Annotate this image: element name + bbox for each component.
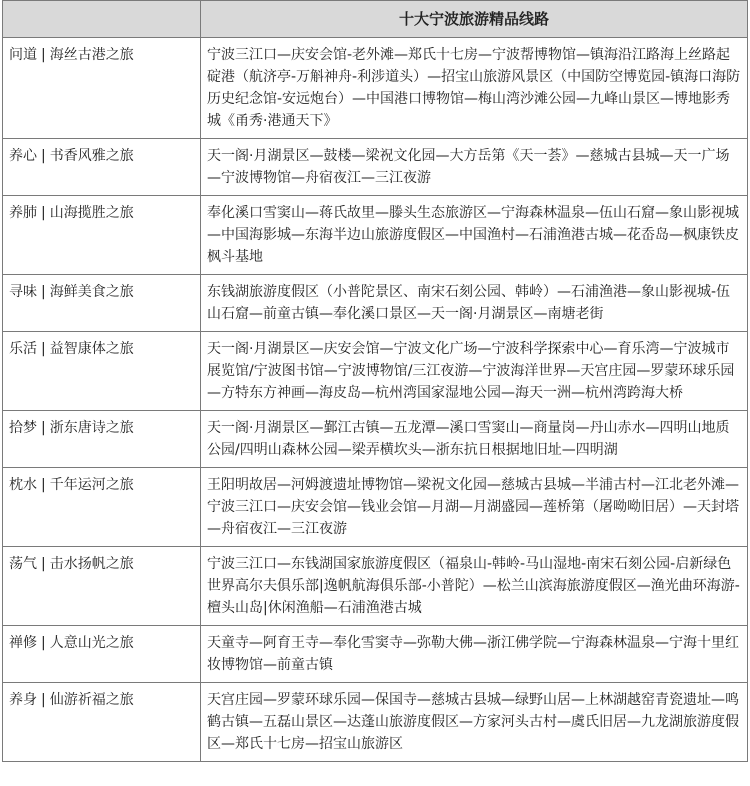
separator: |	[41, 420, 46, 436]
routes-table	[2, 0, 748, 762]
route-theme: 问道	[9, 47, 37, 63]
separator: |	[41, 477, 46, 493]
route-theme: 养身	[9, 692, 37, 708]
route-title: 浙东唐诗之旅	[49, 420, 134, 436]
route-title: 山海揽胜之旅	[49, 205, 134, 221]
separator: |	[41, 47, 46, 63]
route-name-cell	[3, 547, 201, 626]
header-row	[3, 1, 748, 38]
route-name-cell	[3, 411, 201, 468]
separator: |	[41, 692, 46, 708]
separator: |	[41, 284, 46, 300]
route-stops-cell: 奉化溪口雪窦山—蒋氏故里—滕头生态旅游区—宁海森林温泉—伍山石窟—象山影视城—中国海影城—东海半边山旅游度假区—中国渔村—石浦渔港古城—花岙岛—枫康铁皮枫斗基地	[201, 196, 748, 275]
route-stops-cell: 天宫庄园—罗蒙环球乐园—保国寺—慈城古县城—绿野山居—上林湖越窑青瓷遗址—鸣鹤古镇—五磊山景区—达蓬山旅游度假区—方家河头古村—虞氏旧居—九龙湖旅游度假区—郑氏十七房—招宝山旅游区	[201, 683, 748, 762]
route-name-cell	[3, 683, 201, 762]
route-theme: 养心	[9, 148, 37, 164]
route-stops-cell: 天一阁·月湖景区—庆安会馆—宁波文化广场—宁波科学探索中心—育乐湾—宁波城市展览馆/宁波图书馆—宁波博物馆/三江夜游—宁波海洋世界—天宫庄园—罗蒙环球乐园—方特东方神画—海皮岛—杭州湾国家湿地公园—海天一洲—杭州湾跨海大桥	[201, 332, 748, 411]
route-stops-cell: 王阳明故居—河姆渡遗址博物馆—梁祝文化园—慈城古县城—半浦古村—江北老外滩—宁波三江口—庆安会馆—钱业会馆—月湖—月湖盛园—莲桥第（屠呦呦旧居）—天封塔—舟宿夜江—三江夜游	[201, 468, 748, 547]
route-name-cell	[3, 626, 201, 683]
table-row	[3, 275, 748, 332]
route-theme: 养肺	[9, 205, 37, 221]
route-name-cell	[3, 468, 201, 547]
separator: |	[41, 635, 46, 651]
separator: |	[41, 341, 46, 357]
route-title: 书香风雅之旅	[49, 148, 134, 164]
route-stops-cell: 宁波三江口—庆安会馆-老外滩—郑氏十七房—宁波帮博物馆—镇海沿江路海上丝路起碇港（航济亭-万斛神舟-利涉道头）—招宝山旅游风景区（中国防空博览园-镇海口海防历史纪念馆-安远炮台）—中国港口博物馆—梅山湾沙滩公园—九峰山景区—博地影秀城《甬秀·港通天下》	[201, 38, 748, 139]
route-theme: 寻味	[9, 284, 37, 300]
route-theme: 枕水	[9, 477, 37, 493]
table-row	[3, 196, 748, 275]
route-name-cell	[3, 196, 201, 275]
route-name-cell	[3, 139, 201, 196]
route-title: 人意山光之旅	[49, 635, 134, 651]
route-stops-cell: 天童寺—阿育王寺—奉化雪窦寺—弥勒大佛—浙江佛学院—宁海森林温泉—宁海十里红妆博物馆—前童古镇	[201, 626, 748, 683]
route-stops-cell: 宁波三江口—东钱湖国家旅游度假区（福泉山-韩岭-马山湿地-南宋石刻公园-启新绿色世界高尔夫俱乐部|逸帆航海俱乐部-小普陀）—松兰山滨海旅游度假区—渔光曲环海游-檀头山岛|休闲渔船—石浦渔港古城	[201, 547, 748, 626]
route-theme: 禅修	[9, 635, 37, 651]
table-header: 十大宁波旅游精品线路	[201, 1, 748, 38]
separator: |	[41, 556, 46, 572]
table-row	[3, 626, 748, 683]
route-name-cell	[3, 275, 201, 332]
route-theme: 拾梦	[9, 420, 37, 436]
separator: |	[41, 205, 46, 221]
route-title: 海丝古港之旅	[49, 47, 134, 63]
route-title: 益智康体之旅	[49, 341, 134, 357]
route-title: 千年运河之旅	[49, 477, 134, 493]
separator: |	[41, 148, 46, 164]
route-name-cell	[3, 38, 201, 139]
route-stops-cell: 东钱湖旅游度假区（小普陀景区、南宋石刻公园、韩岭）—石浦渔港—象山影视城-伍山石窟—前童古镇—奉化溪口景区—天一阁·月湖景区—南塘老街	[201, 275, 748, 332]
table-row	[3, 683, 748, 762]
route-title: 海鲜美食之旅	[49, 284, 134, 300]
table-row	[3, 547, 748, 626]
table-row	[3, 468, 748, 547]
route-title: 击水扬帆之旅	[49, 556, 134, 572]
route-name-cell	[3, 332, 201, 411]
route-title: 仙游祈福之旅	[49, 692, 134, 708]
route-theme: 乐活	[9, 341, 37, 357]
header-blank-cell	[3, 1, 201, 38]
table-row	[3, 411, 748, 468]
route-theme: 荡气	[9, 556, 37, 572]
route-stops-cell: 天一阁·月湖景区—鼓楼—梁祝文化园—大方岳第《天一荟》—慈城古县城—天一广场—宁波博物馆—舟宿夜江—三江夜游	[201, 139, 748, 196]
table-row	[3, 38, 748, 139]
route-stops-cell: 天一阁·月湖景区—鄞江古镇—五龙潭—溪口雪窦山—商量岗—丹山赤水—四明山地质公园/四明山森林公园—梁弄横坎头—浙东抗日根据地旧址—四明湖	[201, 411, 748, 468]
table-row	[3, 332, 748, 411]
table-row	[3, 139, 748, 196]
